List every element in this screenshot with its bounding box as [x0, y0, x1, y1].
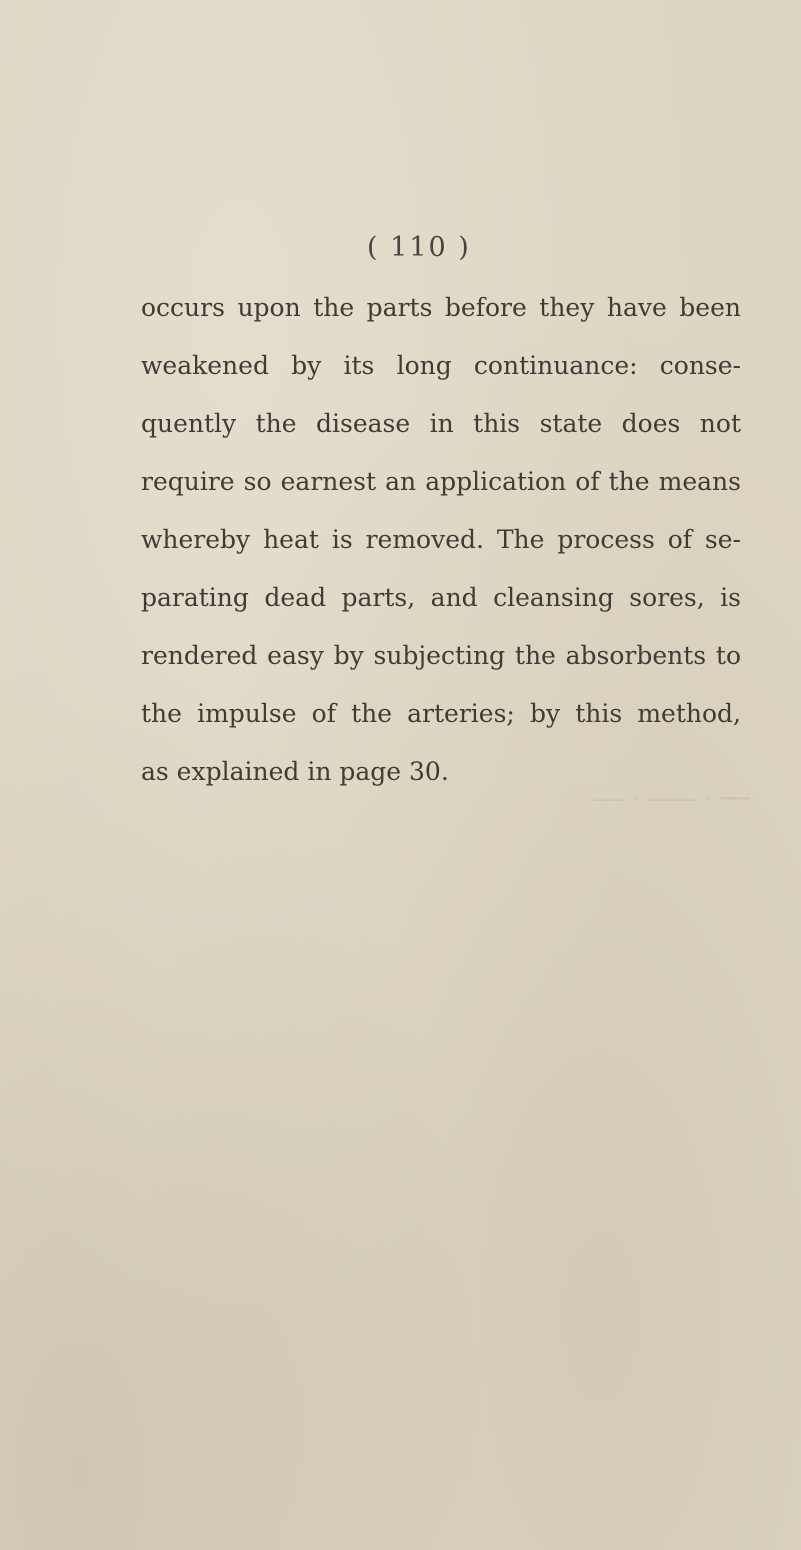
text-line: quently the disease in this state does not	[141, 409, 741, 438]
page-number: ( 110 )	[367, 232, 471, 263]
text-line: whereby heat is removed. The process of se-	[141, 525, 741, 554]
text-line: require so earnest an application of the means	[141, 467, 741, 496]
body-text	[141, 279, 741, 801]
text-line: rendered easy by subjecting the absorbents to	[141, 641, 741, 670]
bleed-through-texture: ── · ‒‒‒ · ‒‒	[592, 784, 750, 813]
text-line: parating dead parts, and cleansing sores, is	[141, 583, 741, 612]
text-line: weakened by its long continuance: conse-	[141, 351, 741, 380]
text-line-last: as explained in page 30.	[141, 757, 449, 786]
text-line: the impulse of the arteries; by this method,	[141, 699, 741, 728]
text-line: occurs upon the parts before they have been	[141, 293, 741, 322]
